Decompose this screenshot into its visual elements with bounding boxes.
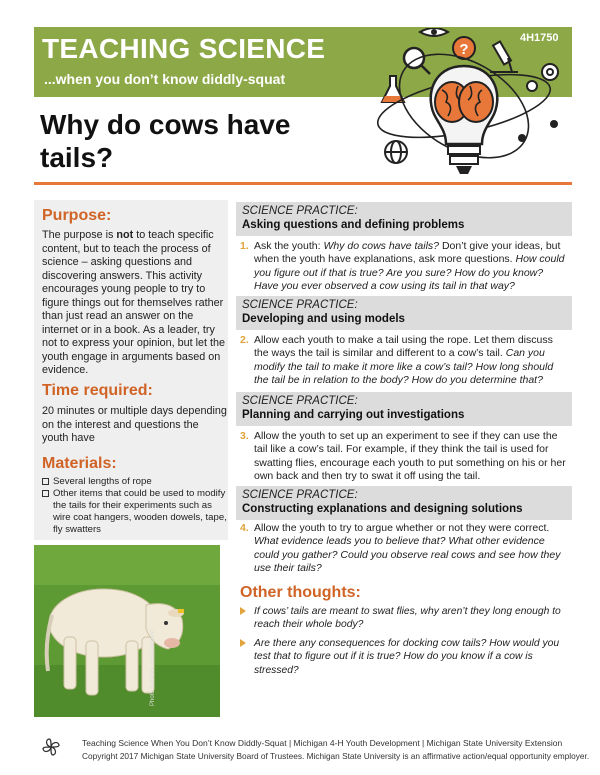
science-practice-header-3: [236, 392, 572, 426]
practice-label: SCIENCE PRACTICE:: [242, 299, 358, 311]
materials-list: [42, 476, 228, 536]
clover-logo-icon: [40, 736, 62, 758]
list-item: If cows’ tails are meant to swat flies, why aren’t they long enough to reach their whole body?: [240, 605, 570, 632]
practice-title: Constructing explanations and designing solutions: [242, 503, 523, 515]
title-divider: [34, 182, 572, 185]
practice-title: Developing and using models: [242, 313, 405, 325]
footer-line-2: Copyright 2017 Michigan State University Board of Trustees. Michigan State University is an affirmative action/equal opportunity employer.: [82, 751, 590, 761]
publication-code: 4H1750: [520, 32, 559, 44]
purpose-text: [42, 229, 228, 378]
bullet-triangle-icon: [240, 607, 246, 615]
practice-title: Asking questions and defining problems: [242, 219, 465, 231]
practice-label: SCIENCE PRACTICE:: [242, 489, 358, 501]
header-title: TEACHING SCIENCE: [42, 33, 326, 64]
step-number: 1.: [240, 240, 249, 252]
microscope-icon: [490, 41, 518, 72]
brain-icon: [435, 82, 493, 122]
other-thoughts-heading: Other thoughts:: [240, 584, 361, 601]
purpose-lead: The purpose is: [42, 229, 117, 241]
practice-step-3: 3. Allow the youth to set up an experiment to see if they can use the tail like a cow’s tail. For example, if they think the tail is used for swatting flies, encourage each youth to put something on his or her own back and then try to swat it off using the tail.: [240, 430, 566, 482]
purpose-emphasis: not: [116, 229, 134, 241]
science-practice-header-4: [236, 486, 572, 520]
step-number: 2.: [240, 334, 249, 346]
practice-step-1: 1. Ask the youth: Why do cows have tails? Don’t give your ideas, but when the youth have explanations, ask more questions. How could you figure out if that is true? Are you sure? How do you know? Have you ever observed a cow using its tail in that way?: [240, 240, 565, 292]
step-number: 4.: [240, 522, 249, 534]
cow-photo: [34, 545, 220, 717]
materials-heading: Materials:: [42, 455, 117, 472]
svg-text:?: ?: [459, 41, 469, 58]
practice-step-2: 2. Allow each youth to make a tail using the rope. Let them discuss the ways the tail is similar and different to a cow’s tail. Can you modify the tail to make it more like a cow’s tail? How long should the tail be in relation to the body? How do you determine that?: [240, 334, 554, 386]
purpose-rest: to teach specific content, but to teach the process of science – asking questions and discovering answers. This activity encourages young people to try to figure things out for themselves rather than just read an answer on the internet or in a book. As a leader, try not to express your opinion, but let the youth engage in arguments based on evidence.: [42, 229, 226, 376]
gear-icon-small: [527, 81, 537, 91]
time-heading: Time required:: [42, 382, 153, 399]
checkbox-icon: [42, 490, 49, 497]
lightbulb-brain-illustration: [372, 28, 572, 188]
gear-icon: [542, 64, 558, 80]
science-practice-header-2: [236, 296, 572, 330]
bullet-triangle-icon: [240, 639, 246, 647]
list-item: Are there any consequences for docking cow tails? How would you test that to figure out if it is true? How do you know if a cow is stressed?: [240, 637, 570, 677]
checkbox-icon: [42, 478, 49, 485]
header-subtitle: ...when you don’t know diddly-squat: [44, 71, 286, 87]
magnifier-icon: [404, 48, 430, 74]
footer-line-1: Teaching Science When You Don’t Know Diddly-Squat | Michigan 4-H Youth Development | Michigan State University Extension: [82, 738, 563, 748]
practice-step-4: 4. Allow the youth to try to argue whether or not they were correct. What evidence leads you to believe that? What other evidence could you gather? Could you observe real cows and see how they use their tails?: [240, 522, 561, 574]
list-item: Several lengths of rope: [42, 476, 228, 488]
practice-label: SCIENCE PRACTICE:: [242, 205, 358, 217]
purpose-heading: Purpose:: [42, 207, 112, 224]
atom-icon: [518, 120, 558, 142]
step-number: 3.: [240, 430, 249, 442]
time-text: 20 minutes or multiple days depending on the interest and questions the youth have: [42, 405, 227, 444]
page-title: Why do cows have tails?: [40, 109, 291, 173]
science-practice-header-1: [236, 202, 572, 236]
globe-icon: [385, 141, 407, 163]
photo-credit: Photo is iStock.com/Jevtovic: [150, 629, 156, 706]
practice-label: SCIENCE PRACTICE:: [242, 395, 358, 407]
eye-icon: [420, 28, 448, 36]
list-item: Other items that could be used to modify the tails for their experiments such as wire coat hangers, wooden dowels, tape, fly swatters: [42, 488, 228, 536]
practice-title: Planning and carrying out investigations: [242, 409, 465, 421]
